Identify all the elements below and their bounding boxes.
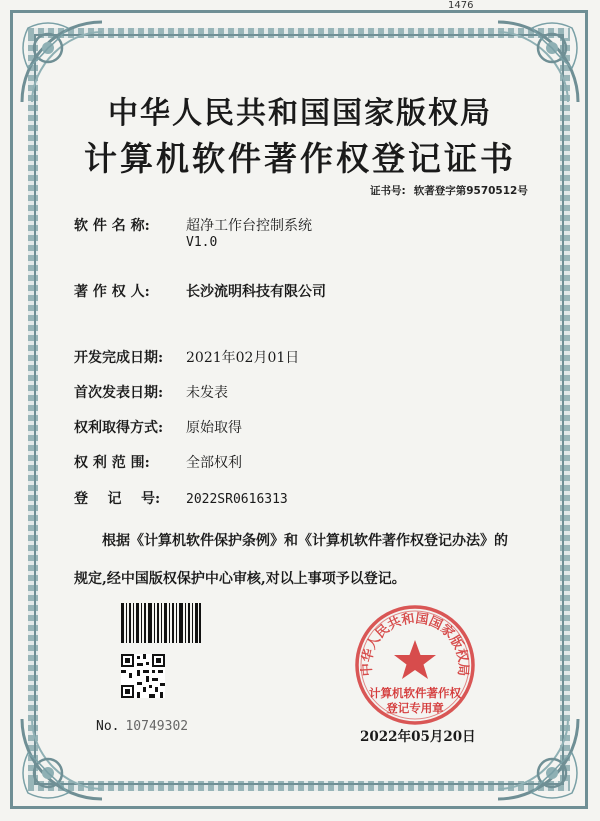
certificate-number-label: 证书号: — [370, 185, 406, 197]
field-scope — [74, 452, 242, 472]
field-software-name — [74, 215, 312, 250]
software-version-value: V1.0 — [186, 235, 218, 250]
barcode-icon — [121, 603, 201, 643]
certificate-title: 计算机软件著作权登记证书 — [84, 139, 516, 178]
dev-date-value: 2021年02月01日 — [186, 350, 300, 366]
issuing-authority: 中华人民共和国国家版权局 — [108, 96, 492, 131]
corner-ornament-icon — [494, 715, 582, 803]
qr-code-icon — [121, 654, 165, 698]
software-name-value: 超净工作台控制系统 — [186, 218, 312, 234]
serial-prefix: No. — [96, 719, 120, 734]
reg-no-label: 登 记 号: — [74, 491, 161, 507]
certificate-number — [370, 183, 528, 198]
corner-ornament-icon — [18, 715, 106, 803]
field-reg-no — [74, 488, 288, 508]
seal-center-line-2: 登记专用章 — [386, 701, 444, 715]
issue-date: 2022年05月20日 — [360, 729, 476, 745]
field-owner — [74, 281, 326, 301]
publish-date-value: 未发表 — [186, 385, 228, 401]
seal-ring-text: 中华人民共和国国家版权局 — [359, 611, 471, 677]
publish-date-label: 首次发表日期: — [74, 385, 164, 401]
field-dev-date — [74, 347, 299, 367]
software-name-label: 软 件 名 称: — [74, 218, 150, 234]
certificate-number-value: 软著登字第9570512号 — [413, 185, 528, 197]
statement-paragraph — [74, 522, 544, 598]
scope-value: 全部权利 — [186, 455, 242, 471]
owner-label: 著 作 权 人: — [74, 284, 150, 300]
field-acquire-method — [74, 417, 242, 437]
seal-center-line-1: 计算机软件著作权 — [369, 686, 461, 700]
handwritten-note: 1476 — [448, 0, 474, 11]
owner-value: 长沙流明科技有限公司 — [186, 284, 326, 300]
acquire-label: 权利取得方式: — [74, 420, 164, 436]
field-publish-date — [74, 382, 228, 402]
reg-no-value: 2022SR0616313 — [186, 492, 288, 507]
serial-number — [96, 719, 188, 734]
acquire-value: 原始取得 — [186, 420, 242, 436]
statement-line-2: 规定,经中国版权保护中心审核,对以上事项予以登记。 — [74, 571, 406, 587]
serial-value: 10749302 — [125, 719, 189, 734]
scope-label: 权 利 范 围: — [74, 455, 150, 471]
statement-line-1: 根据《计算机软件保护条例》和《计算机软件著作权登记办法》的 — [102, 533, 508, 549]
dev-date-label: 开发完成日期: — [74, 350, 164, 366]
